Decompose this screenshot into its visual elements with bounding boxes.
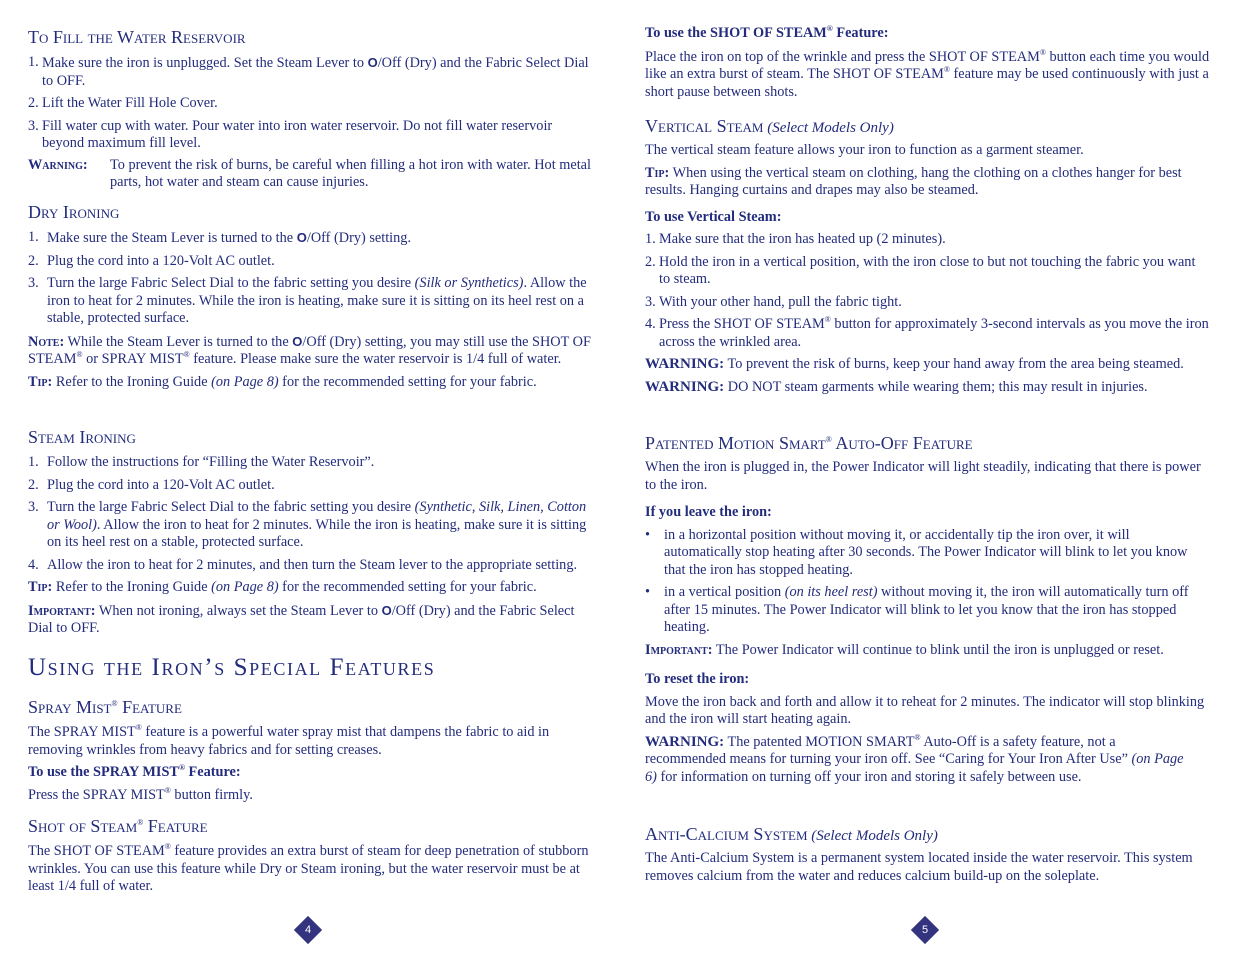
fill-reservoir-section [28,27,594,192]
fill-step-3: 3. Fill water cup with water. Pour water into iron water reservoir. Do not fill water reservoir beyond maximum fill level. [28,117,553,151]
dry-ironing-heading: Dry Ironing [28,202,120,222]
shot-of-steam-section [28,816,594,896]
anti-calcium-paragraph: The Anti-Calcium System is a permanent system located inside the water reservoir. This system removes calcium from the water and reduces calcium build-up on the soleplate. [645,850,1193,884]
steam-step-4: 4. Allow the iron to heat for 2 minutes, and then turn the Steam lever to the appropriate setting. [28,556,578,573]
vertical-steam-use-title: To use Vertical Steam: [645,208,782,225]
page-number-left: 4 [294,916,322,944]
motion-smart-paragraph: When the iron is plugged in, the Power Indicator will light steadily, indicating that there is power to the iron. [645,459,1201,493]
fill-step-2: 2. Lift the Water Fill Hole Cover. [28,95,218,111]
leave-bullet-2: • in a vertical position (on its heel rest) without moving it, the iron will automatically turn off after 15 minutes. The Power Indicator will blink to let you know that the iron has stopped heating. [645,584,1189,635]
motion-smart-section [645,433,1210,786]
steam-step-2: 2. Plug the cord into a 120-Volt AC outlet. [28,476,275,493]
shot-use-title: To use the SHOT OF STEAM® Feature: [645,24,889,41]
dry-ironing-section [28,202,594,391]
steam-ironing-section [28,427,594,638]
spray-mist-press: Press the SPRAY MIST® button firmly. [28,785,253,803]
steam-important: Important: When not ironing, always set the Steam Lever to O/Off (Dry) and the Fabric Select Dial to OFF. [28,602,575,636]
steam-ironing-heading: Steam Ironing [28,427,136,447]
spray-mist-heading: Spray Mist® Feature [28,697,182,717]
off-symbol: O [367,55,378,70]
vertical-step-1: 1. Make sure that the iron has heated up (2 minutes). [645,231,946,247]
steam-step-3: 3. Turn the large Fabric Select Dial to the fabric setting you desire (Synthetic, Silk, Linen, Cotton or Wool). Allow the iron to heat for 2 minutes. While the iron is heating, make sure it is sitting on its heel rest on a stable, protected surface. [28,499,587,550]
vertical-step-4: 4. Press the SHOT OF STEAM® button for approximately 3-second intervals as you move the iron across the wrinkled area. [645,315,1209,350]
shot-of-steam-heading: Shot of Steam® Feature [28,816,208,836]
dry-step-1: 1. Make sure the Steam Lever is turned to the O/Off (Dry) setting. [28,229,412,246]
vertical-steam-heading: Vertical Steam (Select Models Only) [645,116,894,136]
vertical-steam-paragraph: The vertical steam feature allows your iron to function as a garment steamer. [645,142,1084,158]
motion-smart-heading: Patented Motion Smart® Auto-Off Feature [645,433,973,453]
fill-reservoir-heading: To Fill the Water Reservoir [28,27,246,47]
off-symbol: O [292,333,303,349]
anti-calcium-section [645,824,1210,885]
shot-use-paragraph: Place the iron on top of the wrinkle and press the SHOT OF STEAM® button each time you would like an extra burst of steam. The SHOT OF STEAM® feature may be used continuously with just a short pause between shots. [645,47,1210,100]
vertical-warning-2: WARNING: DO NOT steam garments while wearing them; this may result in injuries. [645,378,1148,395]
reset-iron-paragraph: Move the iron back and forth and allow it to reheat for 2 minutes. The indicator will stop blinking and the iron will start heating again. [645,693,1205,727]
vertical-steam-tip: Tip: When using the vertical steam on clothing, hang the clothing on a clothes hanger for best results. Hanging curtains and drapes may also be steamed. [645,164,1182,198]
off-symbol: O [381,602,392,618]
dry-step-2: 2. Plug the cord into a 120-Volt AC outlet. [28,252,275,269]
fill-step-1: 1. Make sure the iron is unplugged. Set the Steam Lever to O/Off (Dry) and the Fabric Select Dial to OFF. [28,54,589,89]
anti-calcium-heading: Anti-Calcium System (Select Models Only) [645,824,938,844]
spray-mist-section [28,697,594,804]
section-title: Using the Iron’s Special Features [28,654,436,681]
shot-use-section [645,25,1210,101]
spray-mist-paragraph: The SPRAY MIST® feature is a powerful water spray mist that dampens the fabric to aid in removing wrinkles from heavy fabrics and for setting creases. [28,723,550,758]
vertical-step-3: 3. With your other hand, pull the fabric tight. [645,293,902,310]
shot-of-steam-paragraph: The SHOT OF STEAM® feature provides an extra burst of steam for deep penetration of stubborn wrinkles. You can use this feature while Dry or Steam ironing, but the water reservoir must be at least 1/4 full of water. [28,842,589,894]
off-symbol: O [296,230,307,245]
vertical-warning-1: WARNING: To prevent the risk of burns, keep your hand away from the area being steamed. [645,356,1184,372]
leave-bullet-1: • in a horizontal position without moving it, or accidentally tip the iron over, it will automatically stop heating after 30 seconds. The Power Indicator will blink to let you know that the iron has stopped heating. [645,526,1188,578]
page-number-right: 5 [911,916,939,944]
vertical-step-2: 2. Hold the iron in a vertical position, with the iron close to but not touching the fabric you want to steam. [645,253,1196,287]
dry-step-3: 3. Turn the large Fabric Select Dial to the fabric setting you desire (Silk or Synthetics). Allow the iron to heat for 2 minutes. While the iron is heating, make sure it is sitting on its heel rest on a stable, protected surface. [28,275,587,326]
vertical-steam-section [645,116,1210,396]
fill-warning: Warning: To prevent the risk of burns, be careful when filling a hot iron with water. Hot metal parts, hot water and steam can cause injuries. [28,156,591,190]
motion-warning: WARNING: The patented MOTION SMART® Auto-Off is a safety feature, not a recommended means for turning your iron off. See “Caring for Your Iron After Use” (on Page 6) for information on turning off your iron and storing it safely between use. [645,732,1184,785]
spray-mist-use-title: To use the SPRAY MIST® Feature: [28,763,241,780]
motion-important: Important: The Power Indicator will continue to blink until the iron is unplugged or reset. [645,641,1164,658]
dry-tip: Tip: Refer to the Ironing Guide (on Page 8) for the recommended setting for your fabric. [28,373,537,390]
leave-iron-title: If you leave the iron: [645,504,772,520]
dry-note: Note: While the Steam Lever is turned to the O/Off (Dry) setting, you may still use the SHOT OF STEAM® or SPRAY MIST® feature. Please make sure the water reservoir is 1/4 full of water. [28,333,591,367]
reset-iron-title: To reset the iron: [645,671,750,687]
steam-step-1: 1. Follow the instructions for “Filling the Water Reservoir”. [28,454,375,470]
steam-tip: Tip: Refer to the Ironing Guide (on Page 8) for the recommended setting for your fabric. [28,579,537,595]
